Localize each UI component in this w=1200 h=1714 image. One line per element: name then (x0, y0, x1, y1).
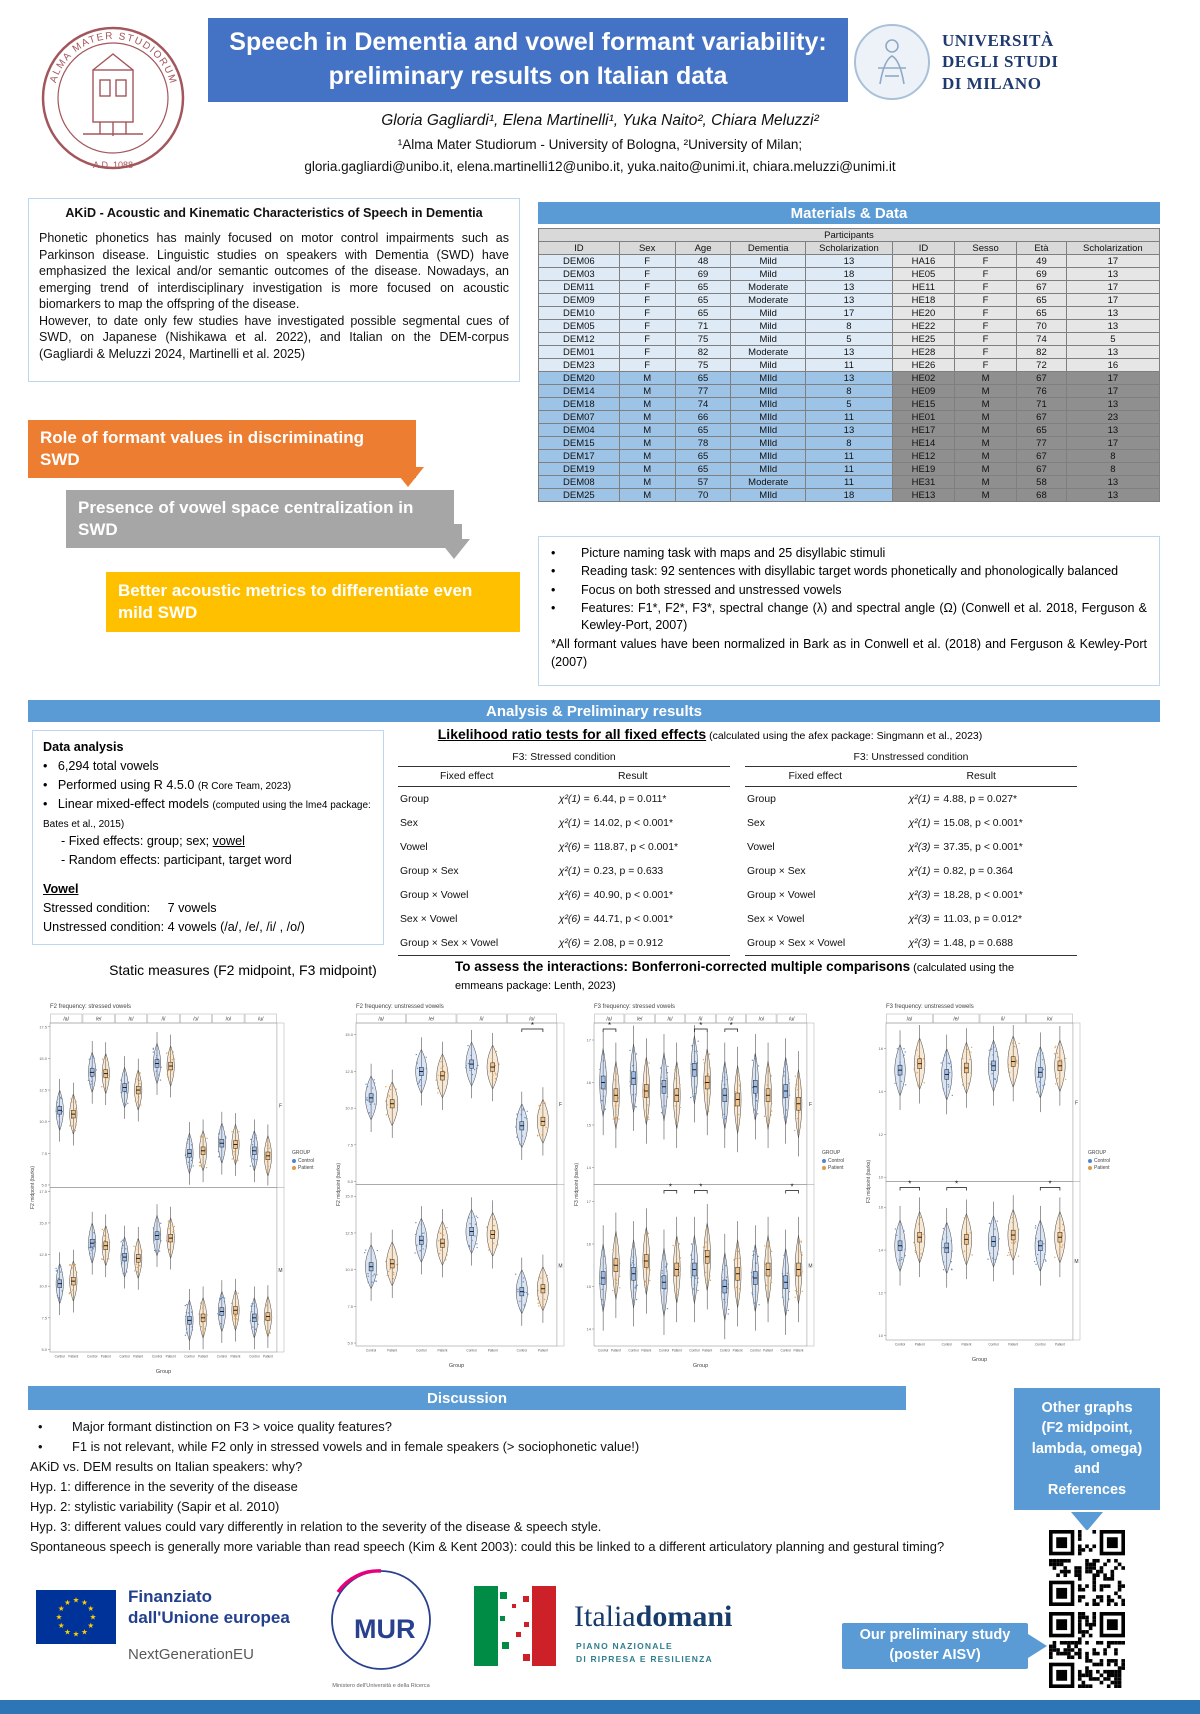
svg-text:★: ★ (72, 1629, 80, 1639)
participants-row: DEM04 M 65 MIld 13 HE17 M 65 13 (539, 424, 1160, 437)
svg-text:5.0: 5.0 (41, 1182, 47, 1188)
lrt-row: Group χ²(1) = 6.44, p = 0.011* (400, 793, 667, 805)
mur-label: MUR (354, 1614, 416, 1644)
svg-text:Patient: Patient (1008, 1342, 1019, 1347)
domani-word: domani (635, 1600, 733, 1633)
svg-text:Patient: Patient (914, 1342, 925, 1347)
svg-text:17: 17 (586, 1037, 591, 1043)
participants-group-header: Participants (539, 229, 1160, 242)
eu-flag-icon (36, 1590, 116, 1644)
materials-bullets-box (538, 536, 1160, 686)
svg-text:14: 14 (586, 1326, 591, 1332)
svg-text:M: M (558, 1263, 563, 1270)
authors-line: Gloria Gagliardi¹, Elena Martinelli¹, Yuka Naito², Chiara Meluzzi² (381, 112, 819, 129)
svg-text:Control: Control (988, 1342, 999, 1347)
data-analysis-bullet-1: • 6,294 total vowels (43, 758, 159, 773)
svg-text:Control: Control (894, 1342, 906, 1347)
preliminary-study-line2: (poster AISV) (889, 1647, 981, 1663)
svg-text:16: 16 (586, 1241, 591, 1247)
svg-text:Patient: Patient (262, 1354, 273, 1359)
svg-text:12: 12 (878, 1131, 883, 1137)
svg-text:Patient: Patient (671, 1348, 682, 1353)
svg-text:16: 16 (586, 1080, 591, 1085)
participants-row: DEM18 M 74 MIld 5 HE15 M 71 13 (539, 398, 1160, 411)
stressed-line: Stressed condition: 7 vowels (43, 901, 217, 916)
poster-title-line2: preliminary results on Italian data (328, 62, 728, 90)
svg-text:★: ★ (81, 1627, 88, 1637)
cascade-box-formant-role (28, 420, 416, 478)
svg-text:F3 midpoint (barks): F3 midpoint (barks) (866, 1159, 872, 1204)
svg-text:Control: Control (365, 1348, 377, 1353)
plot-legend: GROUP Control Patient (292, 1150, 328, 1172)
svg-text:Patient: Patient (68, 1354, 79, 1359)
svg-text:/e/: /e/ (428, 1016, 435, 1023)
participants-row: DEM15 M 78 MIld 8 HE14 M 77 17 (539, 437, 1160, 450)
plot-legend: GROUP Control Patient (1088, 1150, 1124, 1172)
lrt-table-stressed (398, 752, 730, 956)
lrt-condition: F3: Unstressed condition (853, 752, 969, 763)
svg-text:Control: Control (119, 1354, 130, 1359)
title-box (208, 18, 848, 102)
svg-text:/o/: /o/ (1046, 1016, 1053, 1023)
participants-table (538, 228, 1160, 502)
unimi-line1: UNIVERSITÀ (942, 31, 1054, 51)
participants-col-header: Scholarization (805, 242, 892, 255)
svg-text:10: 10 (878, 1333, 883, 1339)
akid-title: AKiD - Acoustic and Kinematic Characteristics of Speech in Dementia (65, 206, 483, 220)
svg-text:Group: Group (692, 1363, 709, 1369)
svg-text:/i/: /i/ (479, 1016, 484, 1023)
svg-text:F2 frequency: stressed vowels: F2 frequency: stressed vowels (50, 1004, 132, 1010)
lrt-col-header: Fixed effect (398, 767, 536, 787)
svg-text:Patient: Patient (961, 1342, 972, 1347)
svg-text:7.5: 7.5 (41, 1315, 47, 1321)
svg-text:16: 16 (878, 1046, 883, 1052)
participants-col-header: Sex (619, 242, 675, 255)
svg-text:12.5: 12.5 (345, 1230, 353, 1236)
svg-text:10: 10 (878, 1174, 883, 1180)
cascade-box-formant-role-label: Role of formant values in discriminating SWD (40, 427, 364, 469)
svg-text:14: 14 (878, 1089, 883, 1095)
svg-text:/a/: /a/ (63, 1016, 69, 1023)
svg-text:Patient: Patient (198, 1354, 209, 1359)
preliminary-study-line1: Our preliminary study (859, 1627, 1011, 1644)
svg-text:Patient: Patient (230, 1354, 241, 1359)
svg-text:/ɔ/: /ɔ/ (728, 1016, 734, 1023)
pnrr-line2: DI RIPRESA E RESILIENZA (576, 1653, 713, 1664)
svg-text:15: 15 (586, 1122, 591, 1128)
svg-text:*: * (668, 1182, 672, 1192)
svg-text:F2 midpoint (barks): F2 midpoint (barks) (30, 1165, 36, 1210)
discussion-item: • Major formant distinction on F3 > voice quality features? (38, 1419, 392, 1434)
violin-panel (864, 1000, 1082, 1364)
svg-text:/i/: /i/ (698, 1016, 703, 1023)
svg-text:/ɛ/: /ɛ/ (128, 1016, 134, 1023)
discussion-header: Discussion (28, 1386, 906, 1410)
svg-text:★: ★ (64, 1597, 71, 1607)
svg-text:*: * (729, 1021, 733, 1030)
svg-text:12: 12 (878, 1290, 883, 1296)
materials-note: *All formant values have been normalized in Bark as in Conwell et al. (2018) and Ferguson & Kewley-Port (2007) (551, 637, 1147, 669)
svg-text:/ɔ/: /ɔ/ (193, 1016, 199, 1023)
svg-text:Group: Group (971, 1357, 988, 1363)
svg-text:*: * (530, 1021, 534, 1030)
svg-text:Control: Control (1035, 1342, 1046, 1347)
unibo-year: A.D. 1088 (92, 160, 134, 170)
static-measures-heading: Static measures (F2 midpoint, F3 midpoint) (109, 962, 377, 978)
unimi-wordmark (942, 30, 1059, 94)
mur-logo (316, 1562, 446, 1700)
other-graphs-line: and (1074, 1461, 1100, 1478)
svg-text:F: F (278, 1103, 283, 1110)
violin-panel (334, 1000, 566, 1370)
discussion-item: • F1 is not relevant, while F2 only in stressed vowels and in female speakers (> sociophonetic value!) (38, 1439, 640, 1454)
other-graphs-line: Other graphs (1041, 1399, 1133, 1416)
svg-text:/o/: /o/ (758, 1016, 765, 1023)
discussion-item: Hyp. 3: different values could vary differently in relation to the severity of the disease & speech style. (30, 1519, 602, 1534)
svg-text:Control: Control (719, 1348, 730, 1353)
discussion-item: Hyp. 2: stylistic variability (Sapir et al. 2010) (30, 1499, 280, 1514)
svg-text:/a/: /a/ (378, 1016, 384, 1023)
discussion-item: AKiD vs. DEM results on Italian speakers: why? (30, 1459, 303, 1474)
svg-text:/ɛ/: /ɛ/ (667, 1016, 673, 1023)
svg-text:M: M (1074, 1258, 1079, 1265)
svg-text:14: 14 (586, 1165, 591, 1170)
svg-text:10.0: 10.0 (39, 1119, 47, 1125)
svg-text:Patient: Patient (763, 1348, 774, 1353)
participants-row: DEM01 F 82 Moderate 13 HE28 F 82 13 (539, 346, 1160, 359)
next-generation-eu: NextGenerationEU (128, 1646, 254, 1663)
svg-text:F3 frequency: unstressed vowel: F3 frequency: unstressed vowels (886, 1004, 974, 1010)
cascade-box-centralization-label: Presence of vowel space centralization in SWD (78, 497, 414, 539)
participants-row: DEM11 F 65 Moderate 13 HE11 F 67 17 (539, 281, 1160, 294)
participants-row: DEM25 M 70 MIld 18 HE13 M 68 13 (539, 489, 1160, 502)
svg-text:16: 16 (878, 1204, 883, 1210)
akid-paragraph-1: Phonetic phonetics has mainly focused on motor control impairments such as Parkinson disease. Linguistic studies on speakers with Dementia (SWD) have emphasized the lexical and/or semantic outcomes of the disease. Nowadays, an emerging trend of interdisciplinary investigation is more focused on acoustic biomarkers to map the offspring of the disease. (39, 231, 509, 311)
legend-entry: Patient (1088, 1165, 1124, 1171)
svg-text:17.5: 17.5 (39, 1188, 47, 1194)
svg-text:F3 midpoint (barks): F3 midpoint (barks) (574, 1162, 580, 1207)
other-graphs-box (1014, 1388, 1160, 1510)
svg-text:/o/: /o/ (529, 1016, 535, 1023)
svg-text:★: ★ (55, 1612, 63, 1622)
svg-text:Control: Control (87, 1354, 98, 1359)
svg-text:7.5: 7.5 (41, 1150, 47, 1156)
svg-text:Control: Control (466, 1348, 477, 1353)
svg-text:15: 15 (586, 1284, 591, 1289)
lrt-row: Group χ²(1) = 4.88, p = 0.027* (747, 793, 1018, 805)
data-analysis-bullet-3: • Linear mixed-effect models (computed using the lme4 package: Bates et al., 2015) (43, 796, 371, 830)
svg-text:17: 17 (586, 1199, 591, 1204)
svg-text:/a/: /a/ (906, 1016, 913, 1023)
svg-text:*: * (908, 1179, 912, 1189)
bottom-bar (0, 1700, 1200, 1714)
italia-domani-logo (574, 1600, 732, 1634)
svg-text:Patient: Patient (702, 1348, 713, 1353)
lrt-col-header: Fixed effect (745, 767, 885, 787)
lrt-row: Group × Sex × Vowel χ²(3) = 1.48, p = 0.688 (745, 931, 1077, 956)
data-analysis-title: Data analysis (43, 740, 124, 754)
svg-text:Patient: Patient (165, 1354, 176, 1359)
svg-text:M: M (808, 1263, 813, 1270)
other-graphs-line: (F2 midpoint, (1041, 1420, 1133, 1437)
lrt-row: Sex χ²(1) = 15.08, p < 0.001* (747, 817, 1023, 829)
svg-text:★: ★ (57, 1621, 65, 1631)
svg-text:7.5: 7.5 (347, 1142, 353, 1148)
svg-text:12.5: 12.5 (39, 1087, 47, 1093)
participants-col-header: Sesso (955, 242, 1017, 255)
legend-entry: Control (292, 1158, 328, 1164)
svg-text:*: * (955, 1179, 959, 1189)
lrt-row: Vowel χ²(6) = 118.87, p < 0.001* (400, 841, 679, 853)
legend-entry: Control (1088, 1158, 1124, 1164)
eu-funding-text (128, 1586, 290, 1629)
svg-text:/u/: /u/ (258, 1016, 264, 1023)
svg-text:F: F (558, 1101, 563, 1108)
eu-funding-line1: Finanziato (128, 1587, 213, 1606)
svg-text:★: ★ (87, 1621, 95, 1631)
participants-col-header: ID (892, 242, 954, 255)
akid-paragraph-2: However, to date only few studies have investigated possible segmental cues of SWD, on Japanese (Nishikawa et al. 2022), and Italian on the DEM-corpus (Gagliardi & Meluzzi 2024, Martinelli et al. 2025) (39, 313, 509, 361)
cascade-box-centralization (66, 490, 454, 548)
svg-text:★: ★ (81, 1597, 88, 1607)
italia-flag-icon (468, 1578, 563, 1680)
analysis-header: Analysis & Preliminary results (28, 700, 1160, 722)
discussion-text (30, 1417, 990, 1557)
akid-box (28, 198, 520, 382)
other-graphs-line: lambda, omega) (1031, 1440, 1143, 1457)
materials-bullet: • Features: F1*, F2*, F3*, spectral change (λ) and spectral angle (Ω) (Conwell et al. 2018, Ferguson & Kewley-Port, 2007) (551, 600, 1147, 632)
participants-row: DEM07 M 66 MIld 11 HE01 M 67 23 (539, 411, 1160, 424)
qr-code-preliminary-study (1049, 1612, 1125, 1693)
participants-row: DEM08 M 57 Moderate 11 HE31 M 58 13 (539, 476, 1160, 489)
materials-data-header: Materials & Data (538, 202, 1160, 224)
lrt-row: Group × Sex χ²(1) = 0.82, p = 0.364 (747, 865, 1014, 877)
lrt-row: Sex × Vowel χ²(6) = 44.71, p < 0.001* (400, 913, 674, 925)
svg-text:Control: Control (750, 1348, 761, 1353)
svg-text:F: F (808, 1101, 813, 1108)
participants-row: DEM23 F 75 Mild 11 HE26 F 72 16 (539, 359, 1160, 372)
svg-text:12.5: 12.5 (39, 1252, 47, 1258)
participants-row: DEM19 M 65 MIld 11 HE19 M 67 8 (539, 463, 1160, 476)
svg-text:★: ★ (57, 1604, 65, 1614)
unimi-seal (852, 22, 932, 102)
lrt-row: Sex χ²(1) = 14.02, p < 0.001* (400, 817, 674, 829)
svg-text:15.0: 15.0 (345, 1193, 353, 1199)
svg-text:Patient: Patient (487, 1348, 498, 1353)
svg-text:5.0: 5.0 (347, 1179, 353, 1185)
unstressed-line: Unstressed condition: 4 vowels (/a/, /e/, /i/ , /o/) (43, 920, 305, 935)
svg-text:Control: Control (941, 1342, 952, 1347)
participants-row: DEM06 F 48 Mild 13 HA16 F 49 17 (539, 255, 1160, 268)
cascade-box-metrics (106, 572, 520, 632)
violin-plots-row (28, 1000, 1178, 1376)
svg-text:17.5: 17.5 (39, 1024, 47, 1030)
svg-text:Patient: Patient (793, 1348, 804, 1353)
svg-text:5.0: 5.0 (41, 1346, 47, 1352)
svg-text:Patient: Patient (537, 1348, 548, 1353)
participants-row: DEM10 F 65 Mild 17 HE20 F 65 13 (539, 307, 1160, 320)
lrt-row: Group × Vowel χ²(6) = 40.90, p < 0.001* (400, 889, 674, 901)
participants-row: DEM05 F 71 Mild 8 HE22 F 70 13 (539, 320, 1160, 333)
svg-text:★: ★ (87, 1604, 95, 1614)
svg-text:Control: Control (597, 1348, 609, 1353)
svg-text:Control: Control (780, 1348, 791, 1353)
participants-row: DEM14 M 77 MIld 8 HE09 M 76 17 (539, 385, 1160, 398)
poster-title-line1: Speech in Dementia and vowel formant variability: (229, 28, 827, 57)
svg-text:Patient: Patient (1054, 1342, 1065, 1347)
lrt-row: Vowel χ²(3) = 37.35, p < 0.001* (747, 841, 1023, 853)
svg-text:/i/: /i/ (161, 1016, 166, 1023)
svg-text:/i/: /i/ (1000, 1016, 1005, 1023)
participants-row: DEM09 F 65 Moderate 13 HE18 F 65 17 (539, 294, 1160, 307)
svg-text:Patient: Patient (387, 1348, 398, 1353)
participants-col-header: Dementia (731, 242, 806, 255)
svg-text:*: * (699, 1182, 703, 1192)
plot-legend: GROUP Control Patient (822, 1150, 858, 1172)
discussion-item: Spontaneous speech is generally more variable than read speech (Kim & Kent 2003): could this be linked to a different articulatory planning and gestural timing? (30, 1539, 945, 1554)
participants-row: DEM12 F 75 Mild 5 HE25 F 74 5 (539, 333, 1160, 346)
svg-text:12.5: 12.5 (345, 1068, 353, 1074)
svg-text:15.0: 15.0 (345, 1032, 353, 1038)
materials-bullet: • Focus on both stressed and unstressed vowels (551, 582, 842, 597)
preliminary-study-box (842, 1623, 1028, 1669)
down-arrow-icon (1071, 1512, 1103, 1531)
svg-text:Patient: Patient (133, 1354, 144, 1359)
svg-text:Control: Control (249, 1354, 260, 1359)
pnrr-subtitle (576, 1640, 713, 1666)
svg-text:Patient: Patient (610, 1348, 621, 1353)
svg-text:/a/: /a/ (606, 1016, 612, 1023)
data-analysis-bullet-2: • Performed using R 4.5.0 (R Core Team, 2023) (43, 777, 292, 792)
svg-text:F2 midpoint (barks): F2 midpoint (barks) (336, 1162, 342, 1207)
discussion-item: Hyp. 1: difference in the severity of the disease (30, 1479, 298, 1494)
data-analysis-box (32, 730, 384, 945)
svg-text:F3 frequency: stressed vowels: F3 frequency: stressed vowels (594, 1004, 676, 1010)
svg-text:7.5: 7.5 (347, 1303, 353, 1309)
affiliations-line: ¹Alma Mater Studiorum - University of Bologna, ²University of Milan; (397, 137, 803, 152)
svg-text:5.0: 5.0 (347, 1340, 353, 1346)
lrt-row: Group × Vowel χ²(3) = 18.28, p < 0.001* (747, 889, 1023, 901)
unimi-line3: DI MILANO (942, 73, 1042, 93)
svg-text:*: * (699, 1021, 703, 1030)
participants-row: DEM03 F 69 Mild 18 HE05 F 69 13 (539, 268, 1160, 281)
svg-text:Control: Control (689, 1348, 700, 1353)
svg-text:F2 frequency: unstressed vowel: F2 frequency: unstressed vowels (356, 1004, 444, 1010)
svg-text:*: * (1048, 1179, 1052, 1189)
svg-text:/o/: /o/ (225, 1016, 232, 1023)
svg-text:Patient: Patient (732, 1348, 743, 1353)
qr-code-other-graphs (1049, 1530, 1125, 1611)
legend-entry: Patient (292, 1165, 328, 1171)
eu-funding-line2: dall'Unione europea (128, 1608, 290, 1628)
svg-text:★: ★ (72, 1595, 80, 1605)
unibo-arc-text: ALMA MATER STUDIORUM (48, 30, 179, 86)
svg-text:10.0: 10.0 (345, 1105, 353, 1111)
svg-text:Control: Control (151, 1354, 163, 1359)
svg-text:Control: Control (516, 1348, 527, 1353)
lrt-row: Group × Sex χ²(1) = 0.23, p = 0.633 (400, 865, 664, 877)
italia-word: Italia (574, 1600, 636, 1633)
lrt-col-header: Result (536, 767, 730, 787)
cascade-arrow-2-icon (438, 524, 470, 559)
legend-entry: Patient (822, 1165, 858, 1171)
unimi-line2: DEGLI STUDI (942, 52, 1059, 72)
materials-bullet: • Reading task: 92 sentences with disyllabic target words phonetically and phonologically balanced (551, 564, 1119, 579)
participants-col-header: Scholarization (1066, 242, 1159, 255)
svg-text:Patient: Patient (641, 1348, 652, 1353)
other-graphs-line: References (1047, 1481, 1127, 1498)
participants-row: DEM17 M 65 MIld 11 HE12 M 67 8 (539, 450, 1160, 463)
svg-text:10.0: 10.0 (345, 1267, 353, 1273)
svg-text:/e/: /e/ (636, 1016, 643, 1023)
svg-text:*: * (607, 1021, 612, 1030)
legend-entry: Control (822, 1158, 858, 1164)
svg-text:M: M (278, 1267, 283, 1274)
cascade-box-metrics-label: Better acoustic metrics to differentiate even mild SWD (118, 580, 473, 622)
svg-text:★: ★ (89, 1612, 97, 1622)
svg-text:★: ★ (64, 1627, 71, 1637)
svg-text:Control: Control (184, 1354, 195, 1359)
svg-text:15.0: 15.0 (39, 1220, 47, 1226)
participants-col-header: Age (675, 242, 731, 255)
svg-text:14: 14 (878, 1247, 883, 1253)
svg-text:Group: Group (448, 1363, 465, 1369)
unimi-logo (852, 22, 1059, 102)
violin-panel (572, 1000, 816, 1370)
svg-text:/e/: /e/ (95, 1016, 102, 1023)
violin-panel (28, 1000, 286, 1376)
svg-text:15.0: 15.0 (39, 1055, 47, 1061)
svg-text:10.0: 10.0 (39, 1283, 47, 1289)
svg-text:F: F (1074, 1100, 1079, 1107)
svg-text:Control: Control (658, 1348, 670, 1353)
svg-text:/e/: /e/ (953, 1016, 959, 1023)
lrt-table-unstressed (745, 752, 1077, 956)
random-effects-line: - Random effects: participant, target word (61, 853, 292, 868)
svg-text:Control: Control (54, 1354, 65, 1359)
lrt-row: Group × Sex × Vowel χ²(6) = 2.08, p = 0.912 (398, 931, 730, 956)
vowel-heading: Vowel (43, 882, 79, 897)
svg-text:Control: Control (416, 1348, 427, 1353)
svg-text:/u/: /u/ (789, 1016, 795, 1023)
svg-text:Control: Control (628, 1348, 639, 1353)
emails-line: gloria.gagliardi@unibo.it, elena.martinelli12@unibo.it, yuka.naito@unimi.it, chiara.meluzzi@unimi.it (304, 159, 896, 174)
participants-row: DEM20 M 65 MIld 13 HE02 M 67 17 (539, 372, 1160, 385)
fixed-effects-line: - Fixed effects: group; sex; vowel (61, 834, 245, 849)
participants-column-headers (539, 242, 1160, 255)
lrt-heading: Likelihood ratio tests for all fixed effects (calculated using the afex package: Singmann et al., 2023) (437, 726, 983, 742)
lrt-col-header: Result (885, 767, 1077, 787)
pnrr-line1: PIANO NAZIONALE (576, 1641, 673, 1651)
lrt-condition: F3: Stressed condition (512, 752, 616, 763)
participants-col-header: ID (539, 242, 620, 255)
materials-bullet: • Picture naming task with maps and 25 disyllabic stimuli (551, 546, 886, 560)
lrt-row: Sex × Vowel χ²(3) = 11.03, p = 0.012* (747, 913, 1023, 925)
svg-text:Control: Control (216, 1354, 228, 1359)
cascade-arrow-1-icon (392, 452, 424, 487)
mur-subtitle: Ministero dell'Università e della Ricerca (332, 1683, 430, 1689)
svg-text:*: * (790, 1182, 794, 1192)
svg-text:Group: Group (155, 1369, 172, 1375)
svg-text:Patient: Patient (437, 1348, 448, 1353)
interactions-heading: To assess the interactions: Bonferroni-corrected multiple comparisons (calculated using the emmeans package: Lenth, 2023) (455, 959, 1015, 992)
svg-text:Patient: Patient (100, 1354, 111, 1359)
right-arrow-icon (1028, 1634, 1047, 1658)
participants-col-header: Età (1017, 242, 1067, 255)
